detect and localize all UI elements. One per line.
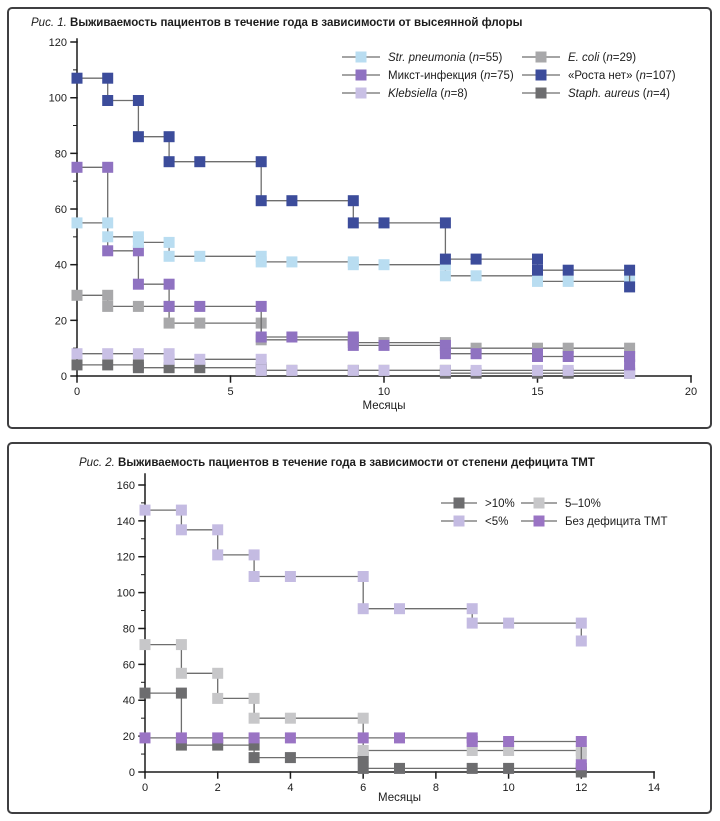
- svg-text:20: 20: [122, 731, 135, 744]
- figure-2-caption-prefix: Рис. 2.: [79, 457, 115, 469]
- figure-1-panel: [7, 7, 712, 429]
- svg-text:140: 140: [116, 515, 135, 528]
- svg-text:8: 8: [432, 782, 439, 794]
- svg-text:E. coli (n=29): E. coli (n=29): [568, 52, 637, 64]
- svg-text:>10%: >10%: [485, 498, 515, 510]
- figure-1-chart: [9, 9, 710, 427]
- svg-text:60: 60: [54, 204, 67, 217]
- svg-text:«Роста нет» (n=107): «Роста нет» (n=107): [568, 70, 676, 82]
- svg-text:20: 20: [54, 315, 67, 328]
- svg-text:20: 20: [684, 386, 698, 398]
- svg-text:14: 14: [647, 782, 661, 794]
- figure-2-caption-title: Выживаемость пациентов в течение года в зависимости от степени дефицита ТМТ: [118, 457, 595, 469]
- svg-text:100: 100: [116, 587, 135, 600]
- figure-1-caption-prefix: Рис. 1.: [31, 17, 67, 29]
- svg-text:Klebsiella (n=8): Klebsiella (n=8): [388, 88, 468, 100]
- svg-text:Микст-инфекция (n=75): Микст-инфекция (n=75): [388, 70, 514, 82]
- svg-text:80: 80: [122, 623, 135, 636]
- svg-text:0: 0: [141, 782, 149, 794]
- svg-text:4: 4: [287, 782, 294, 794]
- svg-text:10: 10: [502, 782, 515, 794]
- svg-text:120: 120: [48, 37, 67, 50]
- svg-text:15: 15: [531, 386, 544, 398]
- svg-text:Месяцы: Месяцы: [378, 792, 421, 804]
- svg-text:0: 0: [60, 371, 67, 383]
- svg-text:Без дефицита ТМТ: Без дефицита ТМТ: [565, 516, 668, 528]
- svg-text:40: 40: [54, 259, 67, 272]
- svg-text:40: 40: [122, 695, 135, 708]
- svg-text:120: 120: [116, 551, 135, 564]
- svg-text:5–10%: 5–10%: [565, 498, 601, 510]
- svg-text:10: 10: [377, 386, 391, 398]
- svg-text:<5%: <5%: [485, 516, 509, 528]
- svg-text:100: 100: [48, 92, 67, 105]
- svg-text:6: 6: [360, 782, 367, 794]
- svg-text:60: 60: [122, 659, 135, 672]
- figure-2-chart: [9, 444, 710, 812]
- svg-text:Месяцы: Месяцы: [362, 400, 406, 412]
- svg-text:80: 80: [54, 148, 67, 161]
- figure-1-caption-title: Выживаемость пациентов в течение года в зависимости от высеянной флоры: [70, 17, 523, 29]
- figure-2-panel: [7, 442, 712, 814]
- svg-text:0: 0: [73, 386, 81, 398]
- svg-text:160: 160: [116, 479, 135, 492]
- svg-text:Str. pneumonia (n=55): Str. pneumonia (n=55): [388, 52, 503, 64]
- svg-text:12: 12: [575, 782, 588, 794]
- svg-text:Staph. aureus (n=4): Staph. aureus (n=4): [568, 88, 670, 100]
- svg-text:2: 2: [214, 782, 221, 794]
- svg-text:0: 0: [128, 767, 135, 779]
- svg-text:5: 5: [227, 386, 234, 398]
